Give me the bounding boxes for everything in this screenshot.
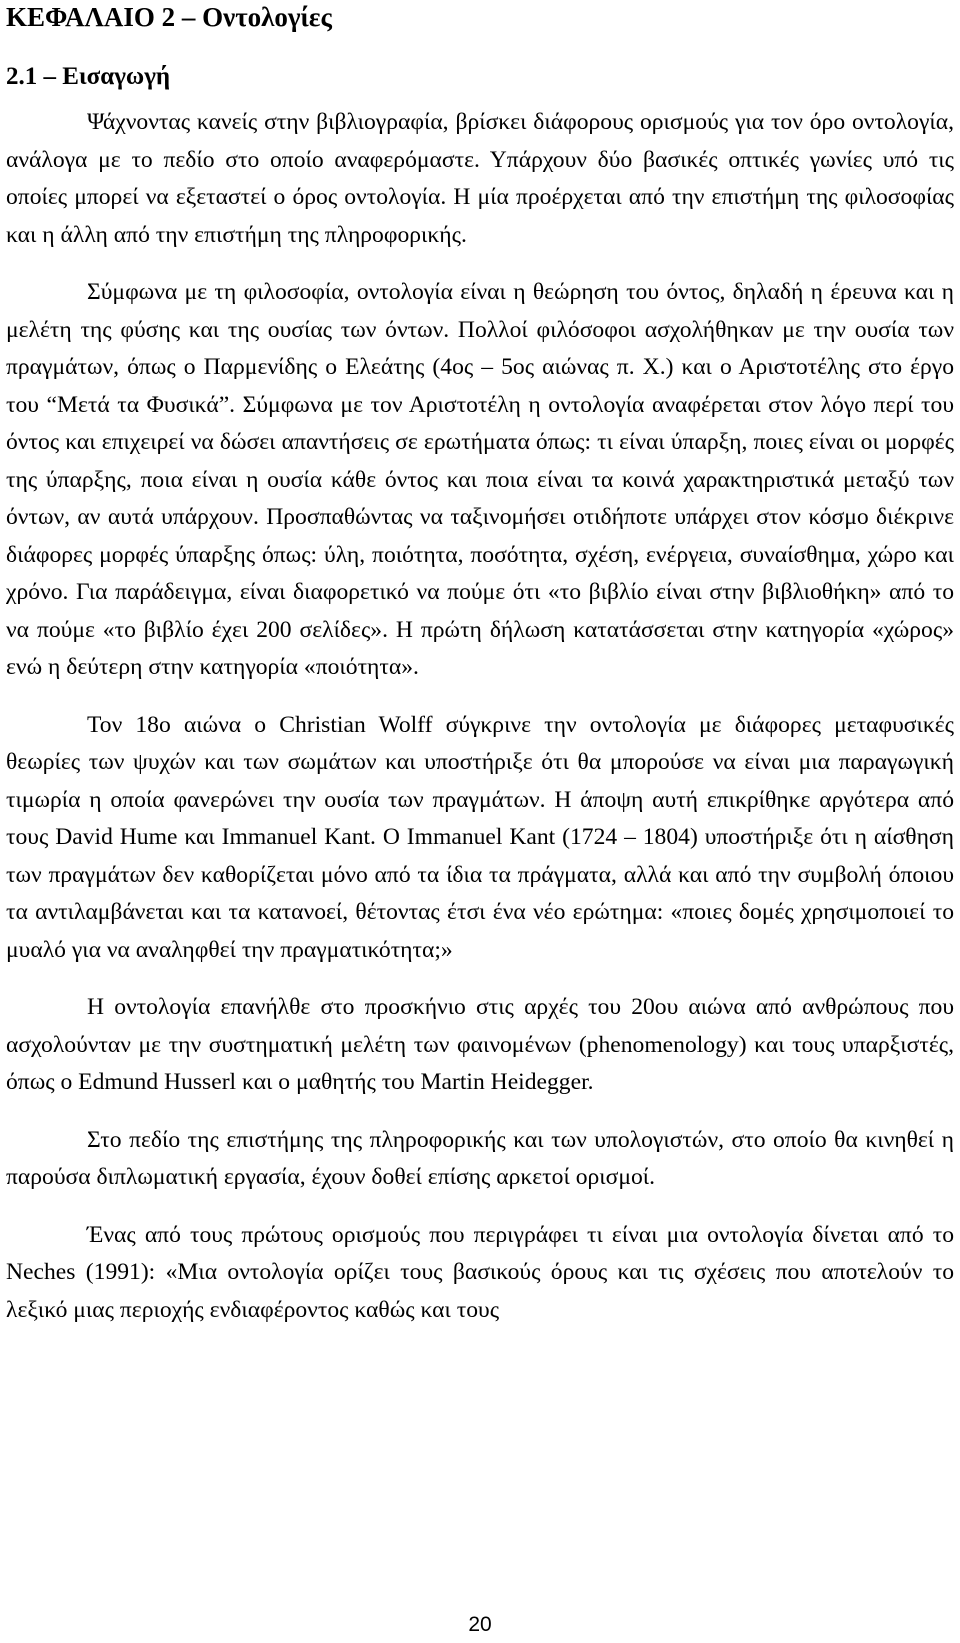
paragraph-neches-definition: Ένας από τους πρώτους ορισμούς που περιγράφει τι είναι μια οντολογία δίνεται από το Neches (1991): «Μια οντολογία ορίζει τους βασικούς όρους και τις σχέσεις που αποτελούν το λεξικό μιας περιοχής ενδιαφέροντος καθώς και τους [6, 1221, 954, 1323]
paragraph-philosophy: Σύμφωνα με τη φιλοσοφία, οντολογία είναι η θεώρηση του όντος, δηλαδή η έρευνα και η μελέτη της φύσης και της ουσίας των όντων. Πολλοί φιλόσοφοι ασχολήθηκαν με την ουσία των πραγμάτων, όπως ο Παρμενίδης ο Ελεάτης (4ος – 5ος αιώνας π. Χ.) και ο Αριστοτέλης στο έργο του “Μετά τα Φυσικά”. Σύμφωνα με τον Αριστοτέλη η οντολογία αναφέρεται στον λόγο περί του όντος και επιχειρεί να δώσει απαντήσεις σε ερωτήματα όπως: τι είναι ύπαρξη, ποιες είναι οι μορφές της ύπαρξης, ποια είναι η ουσία κάθε όντος και ποια είναι τα κοινά χαρακτηριστικά μεταξύ των όντων, αν αυτά υπάρχουν. Προσπαθώντας να ταξινομήσει οτιδήποτε υπάρχει στον κόσμο διέκρινε διάφορες μορφές ύπαρξης όπως: ύλη, ποιότητα, ποσότητα, σχέση, ενέργεια, συναίσθημα, χώρο και χρόνο. Για παράδειγμα, είναι διαφορετικό να πούμε ότι «το βιβλίο είναι στην βιβλιοθήκη» από το να πούμε «το βιβλίο έχει 200 σελίδες». Η πρώτη δήλωση κατατάσσεται στην κατηγορία «χώρος» ενώ η δεύτερη στην κατηγορία «ποιότητα». [6, 279, 954, 680]
paragraph-wolff-kant: Τον 18ο αιώνα ο Christian Wolff σύγκρινε την οντολογία με διάφορες μεταφυσικές θεωρίες των ψυχών και των σωμάτων και υποστήριξε ότι θα μπορούσε να είναι μια παραγωγική τιμωρία η οποία φανερώνει την ουσία των πραγμάτων. Η άποψη αυτή επικρίθηκε αργότερα από τους David Hume και Immanuel Kant. Ο Immanuel Kant (1724 – 1804) υποστήριξε ότι η αίσθηση των πραγμάτων δεν καθορίζεται μόνο από τα ίδια τα πράγματα, αλλά και από την συμβολή όποιου τα αντιλαμβάνεται και τα κατανοεί, θέτοντας έτσι ένα νέο ερώτημα: «ποιες δομές χρησιμοποιεί το μυαλό για να αναληφθεί την πραγματικότητα;» [6, 711, 954, 963]
paragraph-computer-science: Στο πεδίο της επιστήμης της πληροφορικής και των υπολογιστών, στο οποίο θα κινηθεί η παρούσα διπλωματική εργασία, έχουν δοθεί επίσης αρκετοί ορισμοί. [6, 1126, 954, 1190]
paragraph-intro: Ψάχνοντας κανείς στην βιβλιογραφία, βρίσκει διάφορους ορισμούς για τον όρο οντολογία, ανάλογα με το πεδίο στο οποίο αναφερόμαστε. Υπάρχουν δύο βασικές οπτικές γωνίες υπό τις οποίες μπορεί να εξεταστεί ο όρος οντολογία. Η μία προέρχεται από την επιστήμη της φιλοσοφίας και η άλλη από την επιστήμη της πληροφορικής. [6, 109, 954, 248]
body-text [6, 104, 954, 1349]
section-title: 2.1 – Εισαγωγή [6, 63, 171, 90]
document-page [6, 0, 954, 1643]
chapter-title: ΚΕΦΑΛΑΙΟ 2 – Οντολογίες [6, 2, 332, 32]
page-number: 20 [468, 1613, 492, 1636]
paragraph-20th-century: Η οντολογία επανήλθε στο προσκήνιο στις αρχές του 20ου αιώνα από ανθρώπους που ασχολούνταν με την συστηματική μελέτη των φαινομένων (phenomenology) και τους υπαρξιστές, όπως ο Edmund Husserl και ο μαθητής του Martin Heidegger. [6, 994, 954, 1095]
